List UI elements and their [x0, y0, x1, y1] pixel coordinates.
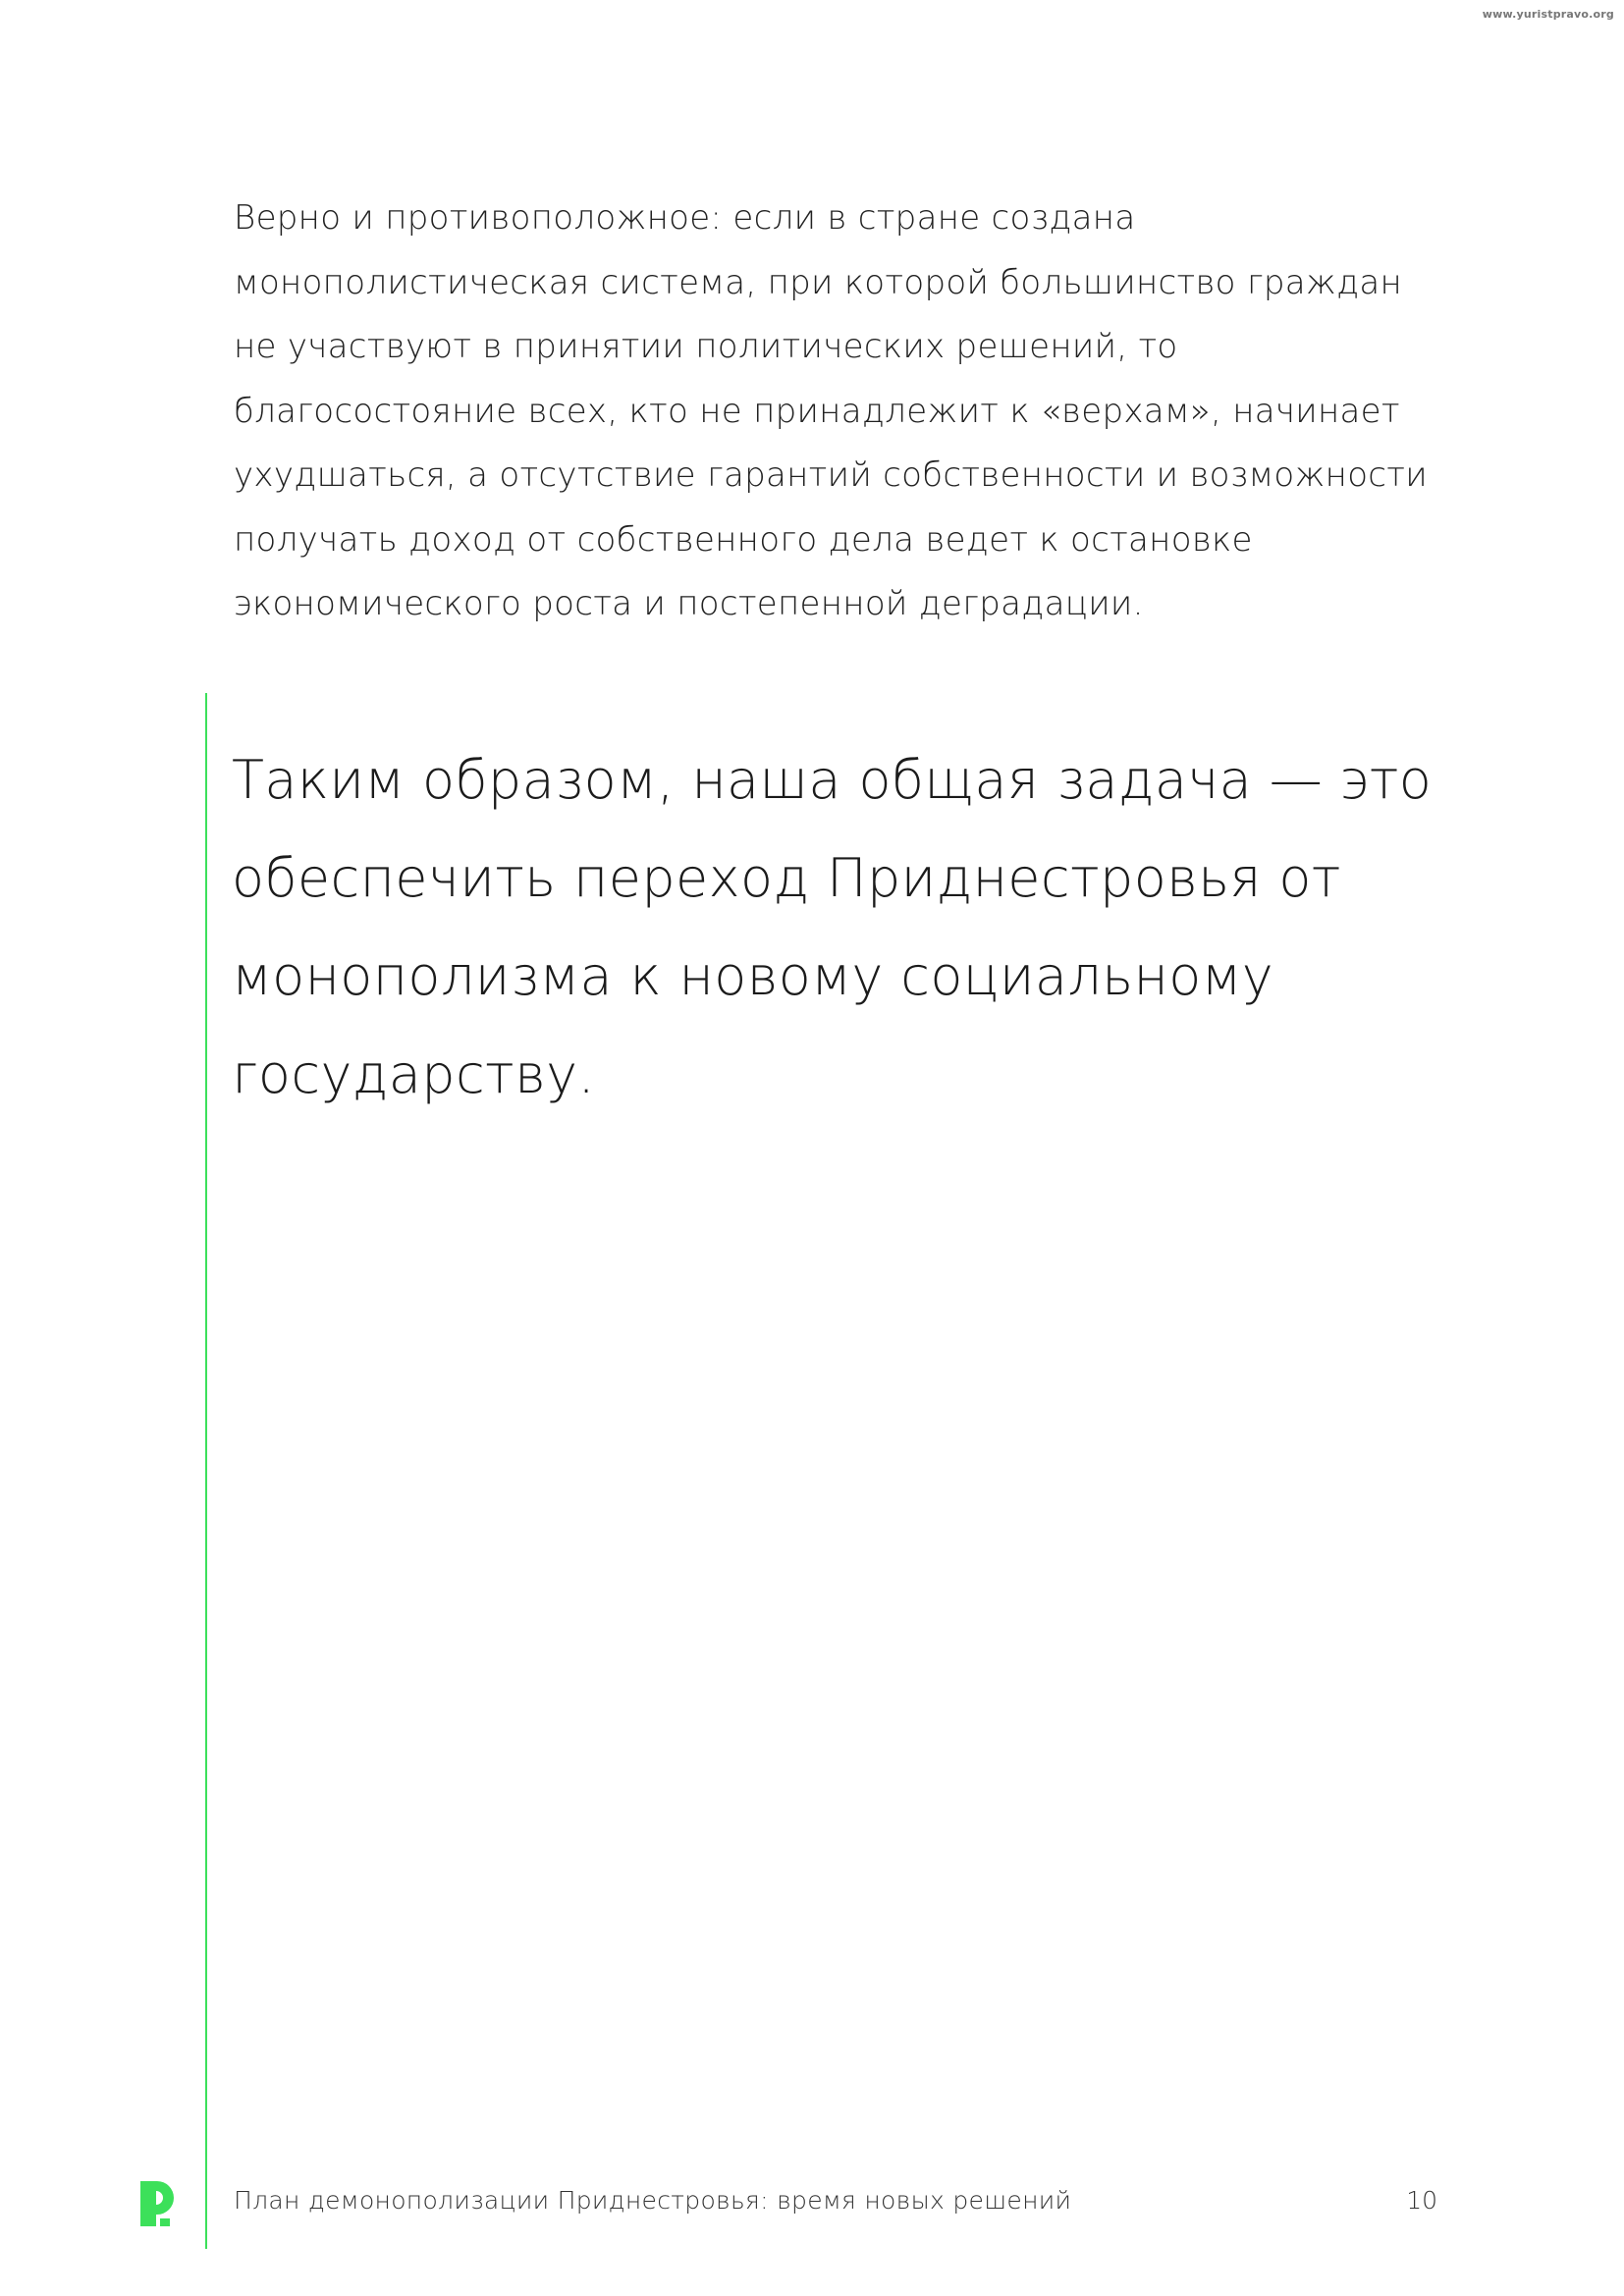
- brand-logo-icon: [138, 2179, 178, 2228]
- footer-document-title: План демонополизации Приднестровья: время новых решений: [234, 2186, 1072, 2215]
- pull-quote: Таким образом, наша общая задача — это обеспечить переход Приднестровья от монополизма к новому социальному государству.: [232, 749, 1433, 1105]
- accent-line: [205, 693, 207, 2249]
- watermark: www.yuristpravo.org: [1482, 8, 1614, 21]
- page-number: 10: [1406, 2186, 1437, 2215]
- body-paragraph: Верно и противоположное: если в стране создана монополистическая система, при которой большинство граждан не участвуют в принятии политических решений, то благосостояние всех, кто не принадлежит к «верхам», начинает ухудшаться, а отсутствие гарантий собственности и возможности получать доход от собственного дела ведет к остановке экономического роста и постепенной деградации.: [234, 198, 1428, 623]
